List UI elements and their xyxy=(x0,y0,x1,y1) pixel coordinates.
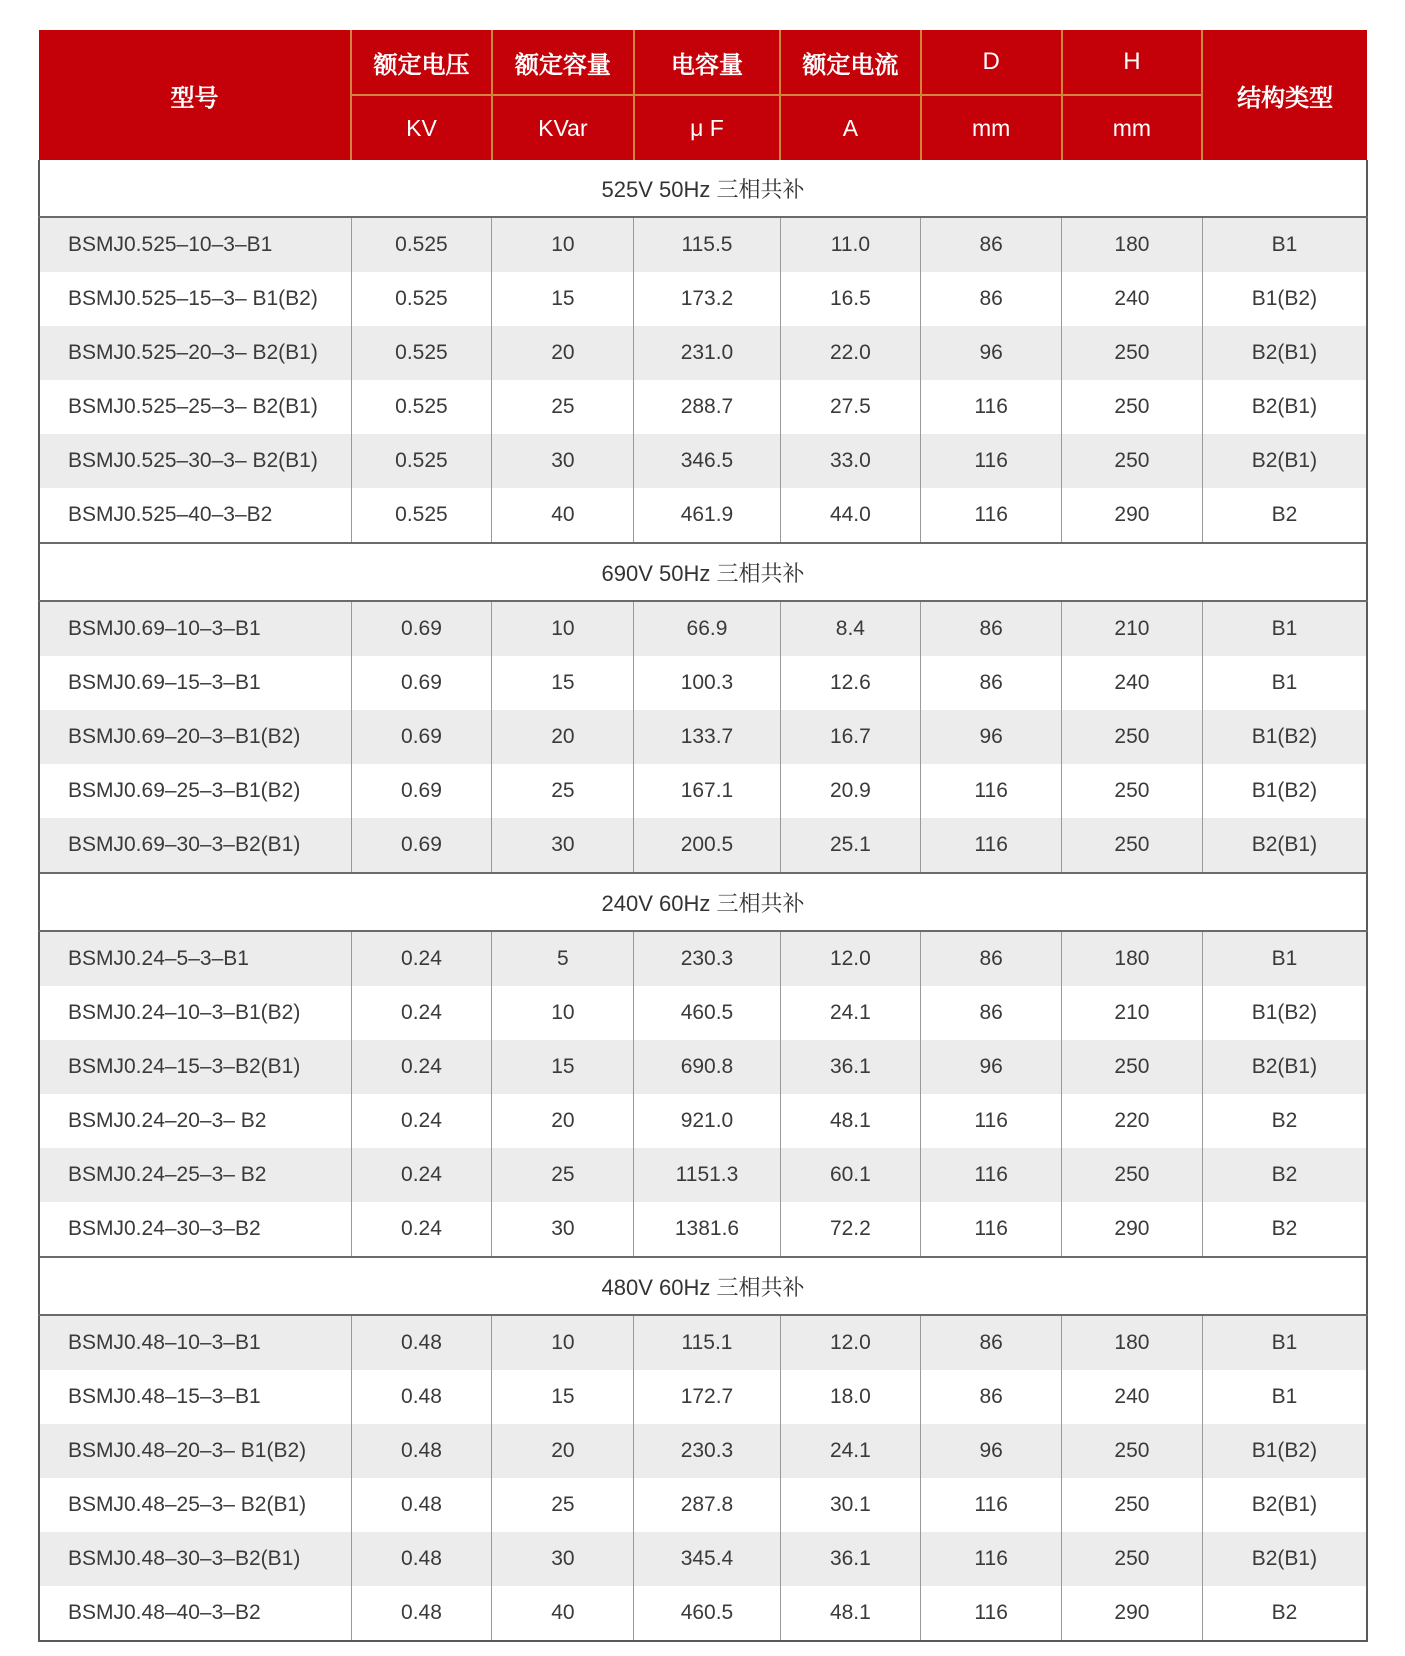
value-cell: 116 xyxy=(921,1148,1062,1202)
value-cell: 20 xyxy=(492,710,634,764)
model-cell: BSMJ0.48–20–3– B1(B2) xyxy=(39,1424,351,1478)
model-cell: BSMJ0.69–10–3–B1 xyxy=(39,601,351,656)
unit-a: A xyxy=(780,95,921,160)
value-cell: 5 xyxy=(492,931,634,986)
value-cell: 86 xyxy=(921,1315,1062,1370)
value-cell: 25 xyxy=(492,1148,634,1202)
value-cell: 0.24 xyxy=(351,1148,492,1202)
value-cell: B2 xyxy=(1202,1148,1367,1202)
value-cell: 12.0 xyxy=(780,1315,921,1370)
value-cell: 25 xyxy=(492,1478,634,1532)
table-row xyxy=(39,931,1367,986)
value-cell: 30 xyxy=(492,1532,634,1586)
model-cell: BSMJ0.48–25–3– B2(B1) xyxy=(39,1478,351,1532)
table-row xyxy=(39,1148,1367,1202)
value-cell: 0.24 xyxy=(351,986,492,1040)
value-cell: 250 xyxy=(1062,1478,1203,1532)
value-cell: 0.48 xyxy=(351,1370,492,1424)
unit-h-mm: mm xyxy=(1062,95,1203,160)
table-row xyxy=(39,1586,1367,1641)
value-cell: B2(B1) xyxy=(1202,1478,1367,1532)
model-cell: BSMJ0.69–30–3–B2(B1) xyxy=(39,818,351,873)
table-row xyxy=(39,710,1367,764)
value-cell: 460.5 xyxy=(634,1586,780,1641)
header-rated-voltage: 额定电压 xyxy=(351,30,492,95)
value-cell: 30.1 xyxy=(780,1478,921,1532)
value-cell: 288.7 xyxy=(634,380,780,434)
table-row xyxy=(39,1202,1367,1257)
table-row xyxy=(39,1094,1367,1148)
value-cell: 690.8 xyxy=(634,1040,780,1094)
value-cell: 20 xyxy=(492,1424,634,1478)
table-row xyxy=(39,217,1367,272)
value-cell: 250 xyxy=(1062,1532,1203,1586)
value-cell: 210 xyxy=(1062,986,1203,1040)
section-title: 240V 60Hz 三相共补 xyxy=(39,873,1367,931)
section-title: 525V 50Hz 三相共补 xyxy=(39,160,1367,217)
value-cell: 60.1 xyxy=(780,1148,921,1202)
value-cell: 20 xyxy=(492,326,634,380)
value-cell: 1151.3 xyxy=(634,1148,780,1202)
value-cell: 240 xyxy=(1062,656,1203,710)
model-cell: BSMJ0.24–30–3–B2 xyxy=(39,1202,351,1257)
table-row xyxy=(39,272,1367,326)
value-cell: B2 xyxy=(1202,1094,1367,1148)
table-row xyxy=(39,488,1367,543)
section-band xyxy=(39,543,1367,601)
value-cell: 16.7 xyxy=(780,710,921,764)
value-cell: 287.8 xyxy=(634,1478,780,1532)
value-cell: 240 xyxy=(1062,1370,1203,1424)
value-cell: 25 xyxy=(492,380,634,434)
model-cell: BSMJ0.525–10–3–B1 xyxy=(39,217,351,272)
value-cell: 96 xyxy=(921,1424,1062,1478)
value-cell: 921.0 xyxy=(634,1094,780,1148)
value-cell: 290 xyxy=(1062,1202,1203,1257)
value-cell: 0.525 xyxy=(351,272,492,326)
value-cell: 250 xyxy=(1062,764,1203,818)
value-cell: 180 xyxy=(1062,931,1203,986)
value-cell: 116 xyxy=(921,1586,1062,1641)
unit-kv: KV xyxy=(351,95,492,160)
value-cell: 15 xyxy=(492,656,634,710)
value-cell: 346.5 xyxy=(634,434,780,488)
value-cell: 116 xyxy=(921,380,1062,434)
value-cell: 0.69 xyxy=(351,601,492,656)
value-cell: 250 xyxy=(1062,380,1203,434)
value-cell: 16.5 xyxy=(780,272,921,326)
value-cell: 250 xyxy=(1062,326,1203,380)
unit-uf: μ F xyxy=(634,95,780,160)
value-cell: 48.1 xyxy=(780,1094,921,1148)
value-cell: 44.0 xyxy=(780,488,921,543)
value-cell: 30 xyxy=(492,434,634,488)
value-cell: 30 xyxy=(492,1202,634,1257)
value-cell: 116 xyxy=(921,1202,1062,1257)
value-cell: 66.9 xyxy=(634,601,780,656)
table-row xyxy=(39,818,1367,873)
unit-kvar: KVar xyxy=(492,95,634,160)
value-cell: 18.0 xyxy=(780,1370,921,1424)
table-header xyxy=(39,30,1367,160)
value-cell: B2 xyxy=(1202,488,1367,543)
value-cell: B1 xyxy=(1202,601,1367,656)
table-row xyxy=(39,1478,1367,1532)
value-cell: 25 xyxy=(492,764,634,818)
value-cell: 290 xyxy=(1062,1586,1203,1641)
value-cell: 25.1 xyxy=(780,818,921,873)
value-cell: 0.525 xyxy=(351,434,492,488)
model-cell: BSMJ0.24–10–3–B1(B2) xyxy=(39,986,351,1040)
value-cell: 48.1 xyxy=(780,1586,921,1641)
value-cell: 86 xyxy=(921,601,1062,656)
value-cell: B2(B1) xyxy=(1202,380,1367,434)
model-cell: BSMJ0.24–15–3–B2(B1) xyxy=(39,1040,351,1094)
value-cell: B1 xyxy=(1202,931,1367,986)
header-structure-type: 结构类型 xyxy=(1202,30,1367,160)
model-cell: BSMJ0.69–20–3–B1(B2) xyxy=(39,710,351,764)
value-cell: 10 xyxy=(492,1315,634,1370)
value-cell: 100.3 xyxy=(634,656,780,710)
value-cell: 167.1 xyxy=(634,764,780,818)
value-cell: 220 xyxy=(1062,1094,1203,1148)
model-cell: BSMJ0.48–40–3–B2 xyxy=(39,1586,351,1641)
model-cell: BSMJ0.48–10–3–B1 xyxy=(39,1315,351,1370)
value-cell: 86 xyxy=(921,1370,1062,1424)
value-cell: 11.0 xyxy=(780,217,921,272)
value-cell: 133.7 xyxy=(634,710,780,764)
value-cell: 0.48 xyxy=(351,1532,492,1586)
value-cell: B1 xyxy=(1202,1315,1367,1370)
value-cell: 172.7 xyxy=(634,1370,780,1424)
value-cell: 86 xyxy=(921,931,1062,986)
section-title: 690V 50Hz 三相共补 xyxy=(39,543,1367,601)
value-cell: 15 xyxy=(492,1370,634,1424)
value-cell: 0.69 xyxy=(351,710,492,764)
value-cell: B1(B2) xyxy=(1202,1424,1367,1478)
value-cell: 96 xyxy=(921,1040,1062,1094)
value-cell: 290 xyxy=(1062,488,1203,543)
value-cell: 250 xyxy=(1062,1040,1203,1094)
value-cell: 0.48 xyxy=(351,1586,492,1641)
value-cell: 0.525 xyxy=(351,488,492,543)
table-row xyxy=(39,380,1367,434)
model-cell: BSMJ0.525–40–3–B2 xyxy=(39,488,351,543)
table-row xyxy=(39,326,1367,380)
value-cell: B1(B2) xyxy=(1202,272,1367,326)
model-cell: BSMJ0.24–5–3–B1 xyxy=(39,931,351,986)
value-cell: 36.1 xyxy=(780,1040,921,1094)
spec-table-container xyxy=(38,30,1368,1642)
value-cell: 116 xyxy=(921,434,1062,488)
value-cell: 116 xyxy=(921,1094,1062,1148)
value-cell: 116 xyxy=(921,488,1062,543)
model-cell: BSMJ0.24–25–3– B2 xyxy=(39,1148,351,1202)
header-titles-row xyxy=(39,30,1367,95)
value-cell: B1 xyxy=(1202,1370,1367,1424)
value-cell: 460.5 xyxy=(634,986,780,1040)
value-cell: 0.69 xyxy=(351,764,492,818)
table-row xyxy=(39,601,1367,656)
value-cell: 86 xyxy=(921,986,1062,1040)
value-cell: 15 xyxy=(492,1040,634,1094)
value-cell: 0.525 xyxy=(351,326,492,380)
value-cell: B2(B1) xyxy=(1202,1040,1367,1094)
value-cell: 230.3 xyxy=(634,931,780,986)
value-cell: 12.0 xyxy=(780,931,921,986)
section-title: 480V 60Hz 三相共补 xyxy=(39,1257,1367,1315)
value-cell: 345.4 xyxy=(634,1532,780,1586)
value-cell: 116 xyxy=(921,764,1062,818)
model-cell: BSMJ0.525–15–3– B1(B2) xyxy=(39,272,351,326)
header-rated-current: 额定电流 xyxy=(780,30,921,95)
capacitor-spec-table xyxy=(38,30,1368,1642)
value-cell: 15 xyxy=(492,272,634,326)
value-cell: 115.1 xyxy=(634,1315,780,1370)
header-model: 型号 xyxy=(39,30,351,160)
value-cell: 10 xyxy=(492,601,634,656)
section-band xyxy=(39,160,1367,217)
value-cell: 250 xyxy=(1062,710,1203,764)
value-cell: 72.2 xyxy=(780,1202,921,1257)
value-cell: B1(B2) xyxy=(1202,710,1367,764)
value-cell: 86 xyxy=(921,272,1062,326)
value-cell: 24.1 xyxy=(780,986,921,1040)
header-rated-capacity: 额定容量 xyxy=(492,30,634,95)
value-cell: 1381.6 xyxy=(634,1202,780,1257)
value-cell: 0.69 xyxy=(351,656,492,710)
value-cell: 240 xyxy=(1062,272,1203,326)
value-cell: 0.48 xyxy=(351,1424,492,1478)
value-cell: 250 xyxy=(1062,434,1203,488)
value-cell: 24.1 xyxy=(780,1424,921,1478)
value-cell: B1(B2) xyxy=(1202,764,1367,818)
value-cell: 180 xyxy=(1062,1315,1203,1370)
value-cell: 22.0 xyxy=(780,326,921,380)
table-row xyxy=(39,1315,1367,1370)
value-cell: 180 xyxy=(1062,217,1203,272)
unit-d-mm: mm xyxy=(921,95,1062,160)
table-row xyxy=(39,1424,1367,1478)
value-cell: 10 xyxy=(492,986,634,1040)
value-cell: 20.9 xyxy=(780,764,921,818)
table-row xyxy=(39,434,1367,488)
value-cell: 0.24 xyxy=(351,1202,492,1257)
value-cell: B2(B1) xyxy=(1202,434,1367,488)
value-cell: 250 xyxy=(1062,1424,1203,1478)
value-cell: 33.0 xyxy=(780,434,921,488)
table-row xyxy=(39,656,1367,710)
value-cell: 116 xyxy=(921,1478,1062,1532)
table-row xyxy=(39,1040,1367,1094)
header-capacitance: 电容量 xyxy=(634,30,780,95)
model-cell: BSMJ0.24–20–3– B2 xyxy=(39,1094,351,1148)
header-height: H xyxy=(1062,30,1203,95)
model-cell: BSMJ0.69–25–3–B1(B2) xyxy=(39,764,351,818)
value-cell: 0.24 xyxy=(351,1040,492,1094)
value-cell: 0.525 xyxy=(351,380,492,434)
value-cell: 20 xyxy=(492,1094,634,1148)
value-cell: B1(B2) xyxy=(1202,986,1367,1040)
value-cell: 27.5 xyxy=(780,380,921,434)
value-cell: 461.9 xyxy=(634,488,780,543)
value-cell: 30 xyxy=(492,818,634,873)
value-cell: 86 xyxy=(921,656,1062,710)
section-band xyxy=(39,873,1367,931)
value-cell: 0.24 xyxy=(351,931,492,986)
header-diameter: D xyxy=(921,30,1062,95)
value-cell: 96 xyxy=(921,326,1062,380)
table-body xyxy=(39,160,1367,1641)
value-cell: 200.5 xyxy=(634,818,780,873)
value-cell: 116 xyxy=(921,1532,1062,1586)
value-cell: 36.1 xyxy=(780,1532,921,1586)
value-cell: B2(B1) xyxy=(1202,326,1367,380)
table-row xyxy=(39,986,1367,1040)
value-cell: 12.6 xyxy=(780,656,921,710)
value-cell: 8.4 xyxy=(780,601,921,656)
model-cell: BSMJ0.525–30–3– B2(B1) xyxy=(39,434,351,488)
value-cell: B1 xyxy=(1202,656,1367,710)
value-cell: B2(B1) xyxy=(1202,818,1367,873)
value-cell: 231.0 xyxy=(634,326,780,380)
value-cell: B2(B1) xyxy=(1202,1532,1367,1586)
value-cell: 0.24 xyxy=(351,1094,492,1148)
value-cell: 115.5 xyxy=(634,217,780,272)
value-cell: 116 xyxy=(921,818,1062,873)
value-cell: 0.69 xyxy=(351,818,492,873)
value-cell: 210 xyxy=(1062,601,1203,656)
value-cell: 0.525 xyxy=(351,217,492,272)
value-cell: 250 xyxy=(1062,1148,1203,1202)
value-cell: 250 xyxy=(1062,818,1203,873)
value-cell: B2 xyxy=(1202,1586,1367,1641)
value-cell: 40 xyxy=(492,488,634,543)
model-cell: BSMJ0.48–30–3–B2(B1) xyxy=(39,1532,351,1586)
value-cell: B1 xyxy=(1202,217,1367,272)
model-cell: BSMJ0.525–25–3– B2(B1) xyxy=(39,380,351,434)
value-cell: 230.3 xyxy=(634,1424,780,1478)
model-cell: BSMJ0.525–20–3– B2(B1) xyxy=(39,326,351,380)
value-cell: 96 xyxy=(921,710,1062,764)
value-cell: 173.2 xyxy=(634,272,780,326)
value-cell: 86 xyxy=(921,217,1062,272)
value-cell: 40 xyxy=(492,1586,634,1641)
section-band xyxy=(39,1257,1367,1315)
table-row xyxy=(39,1370,1367,1424)
table-row xyxy=(39,764,1367,818)
value-cell: 0.48 xyxy=(351,1478,492,1532)
model-cell: BSMJ0.48–15–3–B1 xyxy=(39,1370,351,1424)
model-cell: BSMJ0.69–15–3–B1 xyxy=(39,656,351,710)
value-cell: 10 xyxy=(492,217,634,272)
value-cell: 0.48 xyxy=(351,1315,492,1370)
value-cell: B2 xyxy=(1202,1202,1367,1257)
table-row xyxy=(39,1532,1367,1586)
